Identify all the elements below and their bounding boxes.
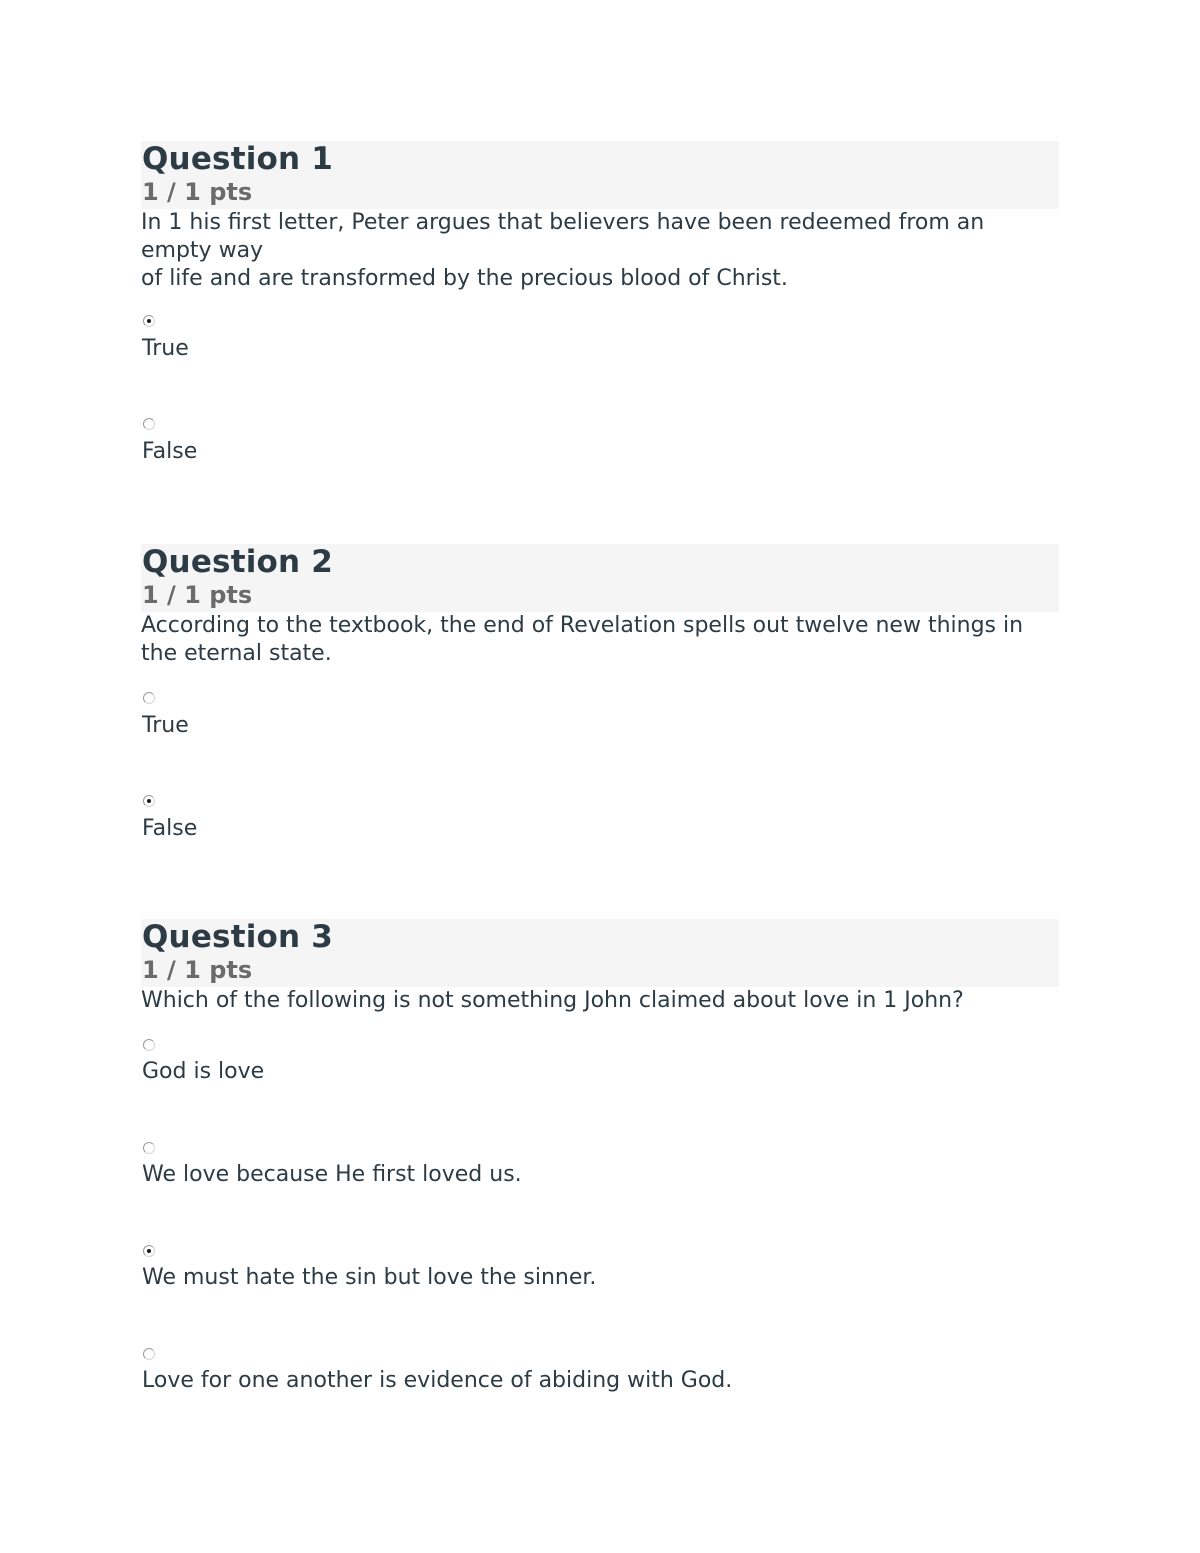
answer-label: True (142, 713, 189, 738)
answer-option[interactable] (141, 1243, 1059, 1346)
question-2 (141, 544, 1059, 896)
question-3 (141, 919, 1059, 1449)
answer-label: God is love (142, 1059, 265, 1084)
answer-label: We love because He first loved us. (142, 1162, 522, 1187)
answer-label: False (142, 816, 198, 841)
radio-button[interactable] (143, 1142, 155, 1154)
answer-option[interactable] (141, 793, 1059, 896)
question-title: Question 2 (142, 544, 334, 580)
answer-list (141, 690, 1059, 896)
answer-option[interactable] (141, 416, 1059, 519)
question-points: 1 / 1 pts (142, 178, 253, 206)
question-text: In 1 his first letter, Peter argues that believers have been redeemed from an empty way of life and are transformed by the precious blood of Christ. (141, 210, 985, 291)
question-header (141, 919, 1059, 987)
answer-option[interactable] (141, 1346, 1059, 1449)
question-text: Which of the following is not something John claimed about love in 1 John? (141, 988, 964, 1013)
question-points: 1 / 1 pts (142, 956, 253, 984)
answer-list (141, 313, 1059, 519)
question-title: Question 1 (142, 141, 334, 177)
answer-option[interactable] (141, 1140, 1059, 1243)
question-header (141, 141, 1059, 209)
radio-button[interactable] (143, 795, 155, 807)
radio-button[interactable] (143, 315, 155, 327)
answer-list (141, 1037, 1059, 1449)
question-text: According to the textbook, the end of Revelation spells out twelve new things in the eternal state. (141, 613, 1024, 666)
radio-button[interactable] (143, 1039, 155, 1051)
question-1 (141, 141, 1059, 519)
radio-button[interactable] (143, 1348, 155, 1360)
question-header (141, 544, 1059, 612)
answer-label: We must hate the sin but love the sinner. (142, 1265, 597, 1290)
answer-label: Love for one another is evidence of abiding with God. (142, 1368, 733, 1393)
answer-label: False (142, 439, 198, 464)
answer-option[interactable] (141, 690, 1059, 793)
answer-option[interactable] (141, 1037, 1059, 1140)
question-title: Question 3 (142, 919, 334, 955)
radio-button[interactable] (143, 418, 155, 430)
question-points: 1 / 1 pts (142, 581, 253, 609)
radio-button[interactable] (143, 692, 155, 704)
radio-button[interactable] (143, 1245, 155, 1257)
answer-option[interactable] (141, 313, 1059, 416)
answer-label: True (142, 336, 189, 361)
